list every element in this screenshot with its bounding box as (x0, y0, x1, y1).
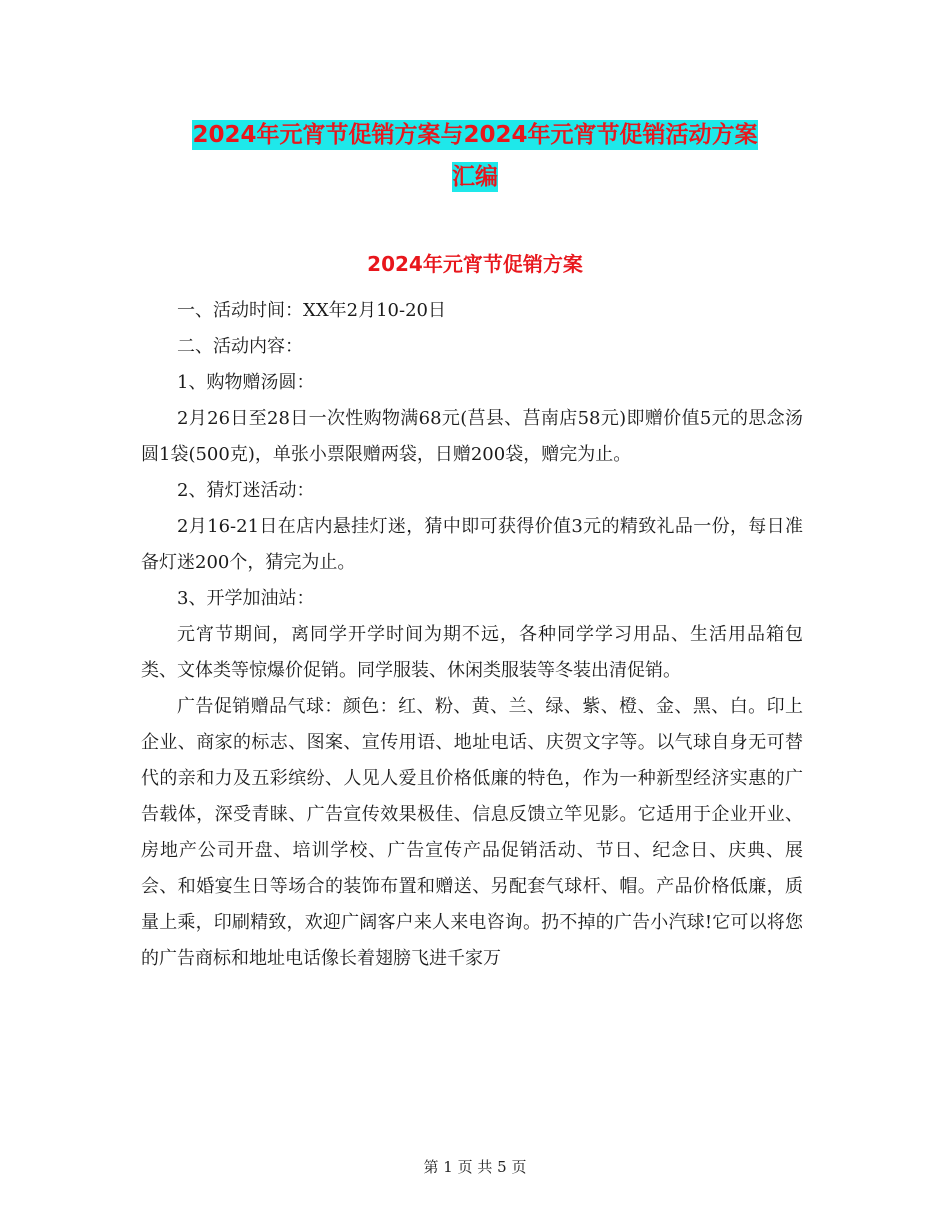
paragraph-back-to-school-details: 元宵节期间，离同学开学时间为期不远，各种同学学习用品、生活用品箱包类、文体类等惊爆价促销。同学服装、休闲类服装等冬装出清促销。 (141, 624, 803, 681)
document-title-line-2: 汇编 (452, 164, 498, 190)
section-title: 2024年元宵节促销方案 (367, 252, 583, 276)
paragraph-activity-content-heading: 二、活动内容： (177, 336, 303, 357)
paragraph-activity-time: 一、活动时间：XX年2月10-20日 (177, 300, 446, 321)
paragraph-lantern-riddle-details: 2月16-21日在店内悬挂灯迷，猜中即可获得价值3元的精致礼品一份，每日准备灯迷200个，猜完为止。 (141, 516, 803, 573)
document-title-line-1: 2024年元宵节促销方案与2024年元宵节促销活动方案 (192, 122, 758, 148)
paragraph-shopping-gift-heading: 1、购物赠汤圆： (177, 372, 315, 393)
document-title-continued (0, 158, 950, 191)
paragraph-shopping-gift-details: 2月26日至28日一次性购物满68元(莒县、莒南店58元)即赠价值5元的思念汤圆1袋(500克)，单张小票限赠两袋，日赠200袋，赠完为止。 (141, 408, 803, 465)
paragraph-lantern-riddle-heading: 2、猜灯迷活动： (177, 480, 315, 501)
paragraph-back-to-school-heading: 3、开学加油站： (177, 588, 315, 609)
document-title (0, 116, 950, 149)
page-footer: 第 1 页 共 5 页 (423, 1158, 527, 1176)
document-body (141, 293, 803, 977)
paragraph-balloon-advertising: 广告促销赠品气球：颜色：红、粉、黄、兰、绿、紫、橙、金、黑、白。印上企业、商家的标志、图案、宣传用语、地址电话、庆贺文字等。以气球自身无可替代的亲和力及五彩缤纷、人见人爱且价格低廉的特色，作为一种新型经济实惠的广告载体，深受青睐、广告宣传效果极佳、信息反馈立竿见影。它适用于企业开业、房地产公司开盘、培训学校、广告宣传产品促销活动、节日、纪念日、庆典、展会、和婚宴生日等场合的装饰布置和赠送、另配套气球杆、帽。产品价格低廉，质量上乘，印刷精致，欢迎广阔客户来人来电咨询。扔不掉的广告小汽球!它可以将您的广告商标和地址电话像长着翅膀飞进千家万 (141, 696, 803, 969)
